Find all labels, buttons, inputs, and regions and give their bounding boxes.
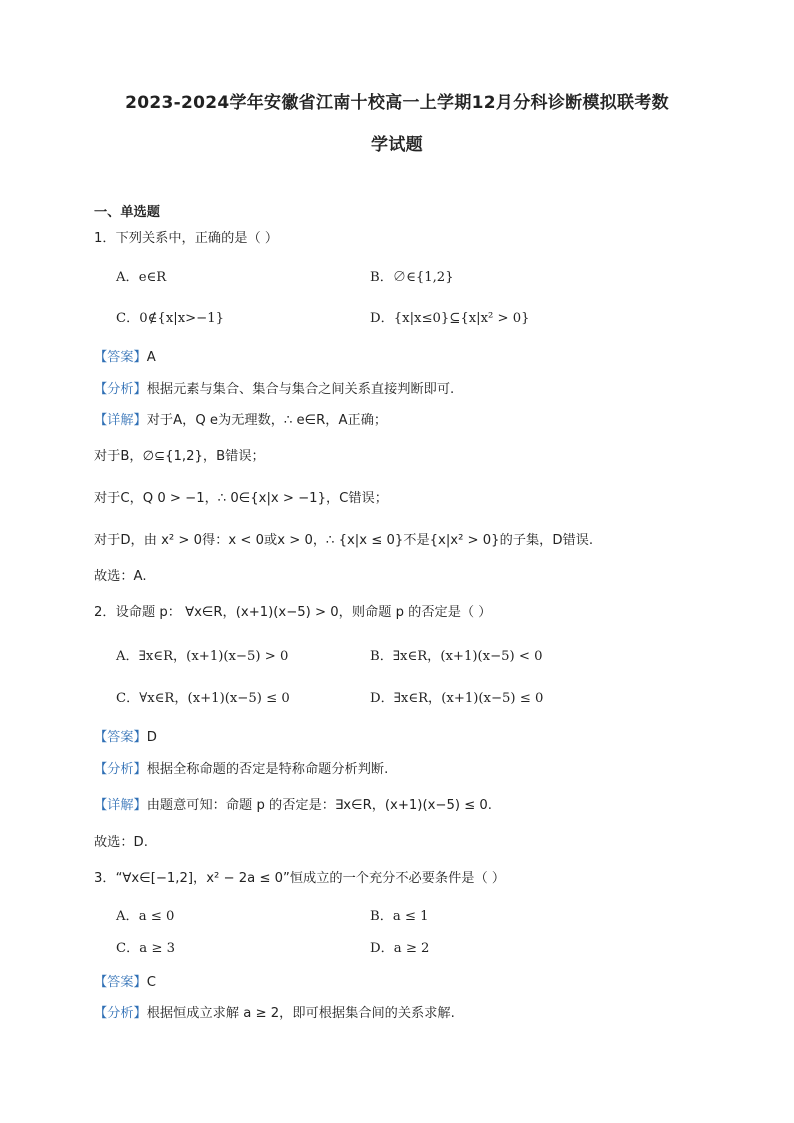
q2-detail	[94, 797, 492, 815]
section-heading: 一、单选题	[94, 205, 160, 220]
analysis-tag: 【分析】	[94, 382, 147, 397]
q1-option-a: A．e∈R	[116, 270, 167, 285]
q1-option-d: D．{x|x≤0}⊆{x|x² > 0}	[370, 311, 530, 326]
q3-option-a: A．a ≤ 0	[116, 909, 175, 924]
q2-option-c: C．∀x∈R，(x+1)(x−5) ≤ 0	[116, 691, 290, 706]
answer-tag: 【答案】	[94, 975, 147, 990]
q2-answer	[94, 729, 157, 747]
q2-option-a: A．∃x∈R，(x+1)(x−5) > 0	[116, 649, 289, 664]
q2-detail-text: 由题意可知：命题 p 的否定是：∃x∈R，(x+1)(x−5) ≤ 0.	[146, 798, 492, 813]
q1-detail-4: 对于D，由 x² > 0得：x < 0或x > 0，∴ {x|x ≤ 0}不是{x|x² > 0}的子集，D错误.	[94, 533, 594, 548]
q3-option-c: C．a ≥ 3	[116, 941, 175, 956]
q1-conclusion: 故选：A.	[94, 569, 147, 584]
q3-analysis	[94, 1005, 455, 1023]
q2-answer-value: D	[146, 730, 157, 745]
q1-detail-2: 对于B，∅⊆{1,2}，B错误；	[94, 449, 265, 464]
q3-option-d: D．a ≥ 2	[370, 941, 430, 956]
answer-tag: 【答案】	[94, 350, 147, 365]
document-title-line-2: 学试题	[371, 135, 423, 155]
detail-tag: 【详解】	[94, 413, 147, 428]
q2-analysis	[94, 761, 388, 779]
q3-analysis-text: 根据恒成立求解 a ≥ 2，即可根据集合间的关系求解.	[146, 1006, 455, 1021]
q1-option-b: B．∅∈{1,2}	[370, 270, 454, 285]
q1-detail-3: 对于C，Q 0 > −1，∴ 0∈{x|x > −1}，C错误；	[94, 491, 388, 506]
q2-option-d: D．∃x∈R，(x+1)(x−5) ≤ 0	[370, 691, 544, 706]
detail-tag: 【详解】	[94, 798, 147, 813]
q2-analysis-text: 根据全称命题的否定是特称命题分析判断.	[146, 762, 389, 777]
q2-conclusion: 故选：D.	[94, 835, 148, 850]
analysis-tag: 【分析】	[94, 762, 147, 777]
q3-answer-value: C	[146, 975, 156, 990]
q2-stem: 2．设命题 p： ∀x∈R，(x+1)(x−5) > 0，则命题 p 的否定是（ ）	[94, 605, 492, 620]
q1-answer-value: A	[146, 350, 156, 365]
q1-detail-1-text: 对于A，Q e为无理数，∴ e∈R，A正确；	[146, 413, 388, 428]
q1-detail-1	[94, 412, 387, 430]
answer-tag: 【答案】	[94, 730, 147, 745]
q3-stem: 3．“∀x∈[−1,2]，x² − 2a ≤ 0”恒成立的一个充分不必要条件是（ ）	[94, 871, 506, 886]
q1-option-c: C．0∉{x|x>−1}	[116, 311, 225, 326]
document-title-line-1: 2023-2024学年安徽省江南十校高一上学期12月分科诊断模拟联考数	[125, 93, 669, 113]
analysis-tag: 【分析】	[94, 1006, 147, 1021]
q1-analysis	[94, 381, 454, 399]
q1-stem: 1．下列关系中，正确的是（ ）	[94, 231, 279, 246]
q2-option-b: B．∃x∈R，(x+1)(x−5) < 0	[370, 649, 543, 664]
q3-option-b: B．a ≤ 1	[370, 909, 429, 924]
q1-analysis-text: 根据元素与集合、集合与集合之间关系直接判断即可.	[146, 382, 455, 397]
q1-answer	[94, 349, 156, 367]
q3-answer	[94, 974, 156, 992]
